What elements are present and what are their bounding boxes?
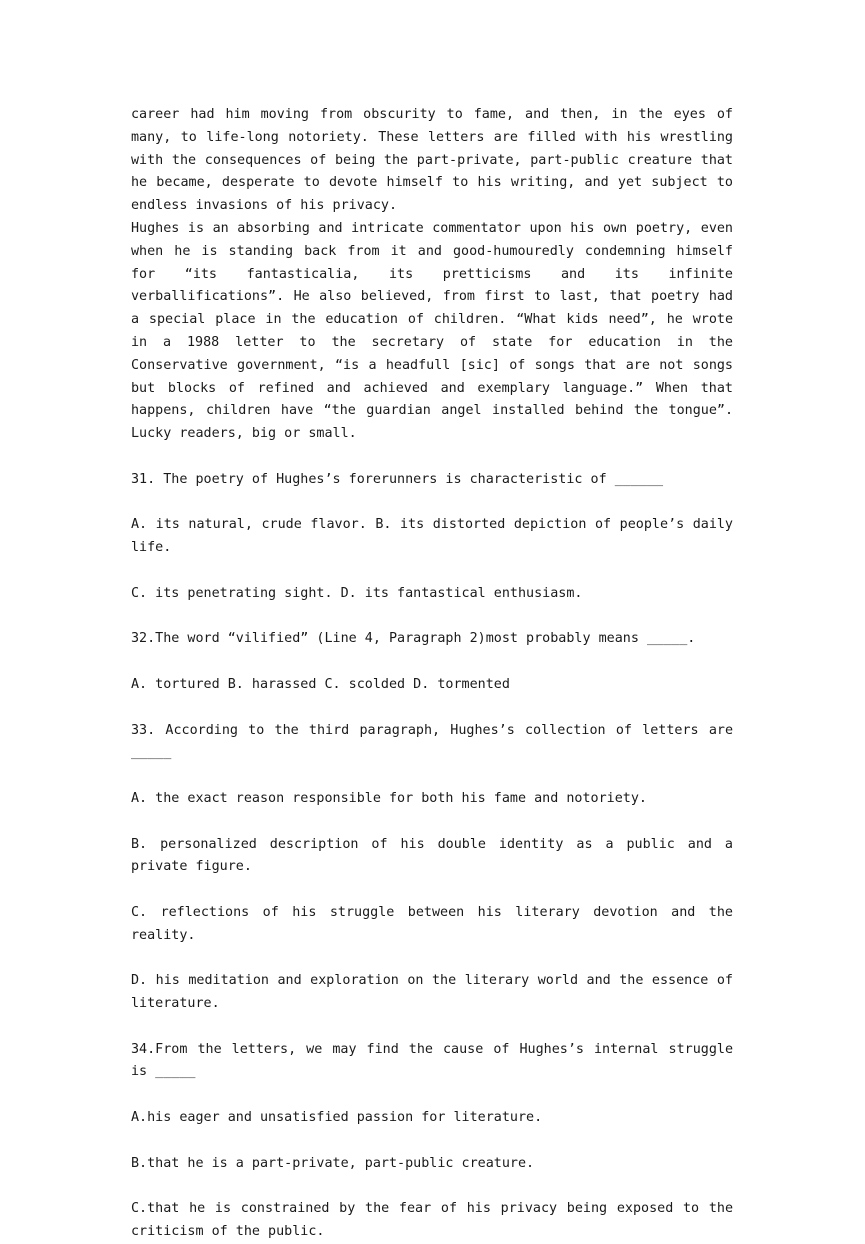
- question-33-option-b: B. personalized description of his double identity as a public and a private figure.: [131, 836, 733, 875]
- question-31-stem: 31. The poetry of Hughes’s forerunners is characteristic of ______: [131, 471, 664, 487]
- question-33-option-c: C. reflections of his struggle between his literary devotion and the reality.: [131, 904, 733, 943]
- question-34-option-c: C.that he is constrained by the fear of his privacy being exposed to the criticism of the public.: [131, 1201, 733, 1240]
- question-33-stem: 33. According to the third paragraph, Hughes’s collection of letters are _____: [131, 722, 733, 761]
- passage-paragraph-2: Hughes is an absorbing and intricate commentator upon his own poetry, even when he is standing back from it and good-humouredly condemning himself for “its fantasticalia, its pretticisms and its infinite verballifications”. He also believed, from first to last, that poetry had a special place in the education of children. “What kids need”, he wrote in a 1988 letter to the secretary of state for education in the Conservative government, “is a headfull [sic] of songs that are not songs but blocks of refined and achieved and exemplary language.” When that happens, children have “the guardian angel installed behind the tongue”. Lucky readers, big or small.: [131, 220, 733, 442]
- question-32-stem: 32.The word “vilified” (Line 4, Paragraph 2)most probably means _____.: [131, 631, 696, 647]
- question-31-option-line-2: C. its penetrating sight. D. its fantastical enthusiasm.: [131, 585, 583, 601]
- question-33-option-a: A. the exact reason responsible for both his fame and notoriety.: [131, 790, 647, 806]
- question-34-option-a: A.his eager and unsatisfied passion for literature.: [131, 1110, 543, 1126]
- question-33-option-d: D. his meditation and exploration on the literary world and the essence of literature.: [131, 973, 733, 1012]
- question-34-option-b: B.that he is a part-private, part-public creature.: [131, 1155, 535, 1171]
- passage-paragraph-1: career had him moving from obscurity to fame, and then, in the eyes of many, to life-long notoriety. These letters are filled with his wrestling with the consequences of being the part-private, part-public creature that he became, desperate to devote himself to his writing, and yet subject to endless invasions of his privacy.: [131, 107, 733, 214]
- question-32-options: A. tortured B. harassed C. scolded D. tormented: [131, 676, 510, 692]
- question-31-option-line-1: A. its natural, crude flavor. B. its distorted depiction of people’s daily life.: [131, 517, 733, 556]
- document-page: [131, 104, 733, 1244]
- question-34-stem: 34.From the letters, we may find the cause of Hughes’s internal struggle is _____: [131, 1041, 733, 1080]
